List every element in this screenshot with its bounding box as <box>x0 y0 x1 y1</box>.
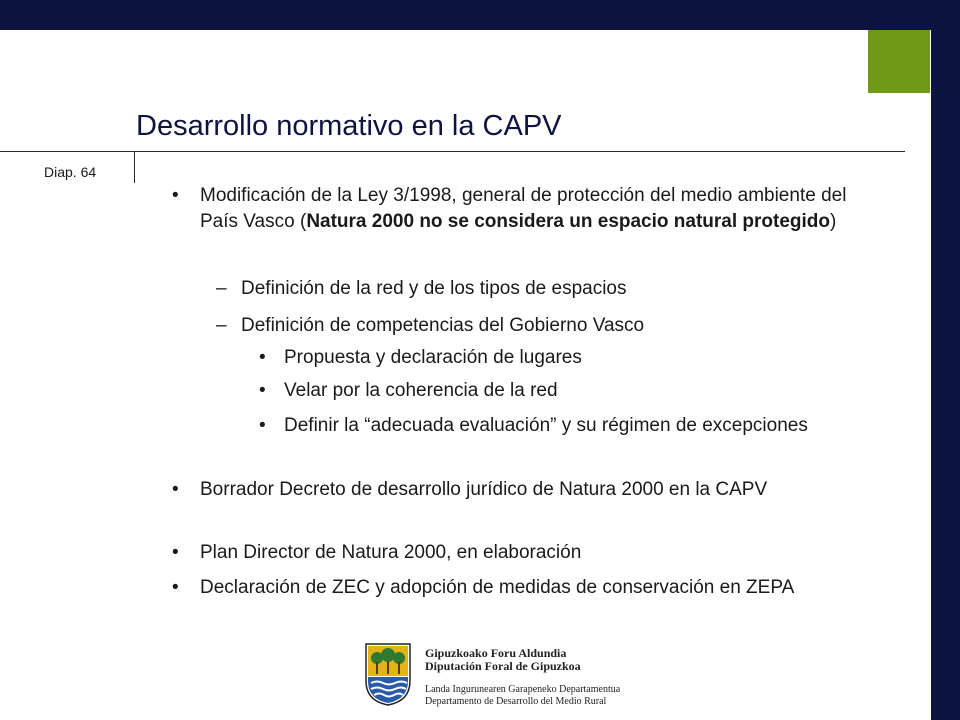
title-divider <box>0 151 905 152</box>
bullet-text: Plan Director de Natura 2000, en elaboración <box>200 542 582 563</box>
dash-marker: – <box>216 315 227 336</box>
dash-marker: – <box>216 278 227 299</box>
subsubbullet-evaluacion <box>259 413 814 439</box>
bullet-text: Modificación de la Ley 3/1998, general de protección del medio ambiente del País Vasco ( <box>200 185 847 232</box>
bullet-ley-3-1998 <box>172 183 884 235</box>
gipuzkoa-coat-of-arms-logo <box>363 641 413 707</box>
bullet-text-end: ) <box>830 211 837 232</box>
subsubbullet-propuesta <box>259 345 814 371</box>
bullet-plan-director <box>172 540 884 566</box>
bullet-text-bold: Natura 2000 no se considera un espacio natural protegido <box>306 211 831 232</box>
department-name-euskera: Landa Ingurunearen Garapeneko Departamentua <box>425 684 621 695</box>
subsubbullet-text: Velar por la coherencia de la red <box>284 380 558 401</box>
subbullet-competencias <box>216 313 881 339</box>
subsubbullet-coherencia <box>259 378 814 404</box>
org-name-euskera: Gipuzkoako Foru Aldundia <box>425 646 567 660</box>
bullet-marker: • <box>259 347 266 368</box>
slide-number: Diap. 64 <box>44 164 97 180</box>
bullet-marker: • <box>172 479 179 500</box>
subbullet-text: Definición de la red y de los tipos de espacios <box>241 278 627 299</box>
bullet-marker: • <box>259 380 266 401</box>
subbullet-text: Definición de competencias del Gobierno Vasco <box>241 315 645 336</box>
slide-number-divider <box>134 151 135 183</box>
right-side-bar <box>931 30 960 720</box>
top-banner <box>0 0 960 30</box>
bullet-text: Borrador Decreto de desarrollo jurídico de Natura 2000 en la CAPV <box>200 479 768 500</box>
bullet-marker: • <box>172 577 179 598</box>
bullet-borrador-decreto <box>172 477 884 503</box>
bullet-text: Declaración de ZEC y adopción de medidas de conservación en ZEPA <box>200 577 795 598</box>
org-name-castellano: Diputación Foral de Gipuzkoa <box>425 659 581 673</box>
department-name-castellano: Departamento de Desarrollo del Medio Rural <box>425 696 607 707</box>
subsubbullet-text: Definir la “adecuada evaluación” y su régimen de excepciones <box>284 415 808 436</box>
bullet-marker: • <box>172 185 179 206</box>
bullet-marker: • <box>172 542 179 563</box>
slide-title: Desarrollo normativo en la CAPV <box>136 110 562 142</box>
subbullet-definicion-red <box>216 276 881 302</box>
bullet-marker: • <box>259 415 266 436</box>
accent-square <box>868 30 930 93</box>
bullet-declaracion-zec <box>172 575 884 601</box>
subsubbullet-text: Propuesta y declaración de lugares <box>284 347 582 368</box>
